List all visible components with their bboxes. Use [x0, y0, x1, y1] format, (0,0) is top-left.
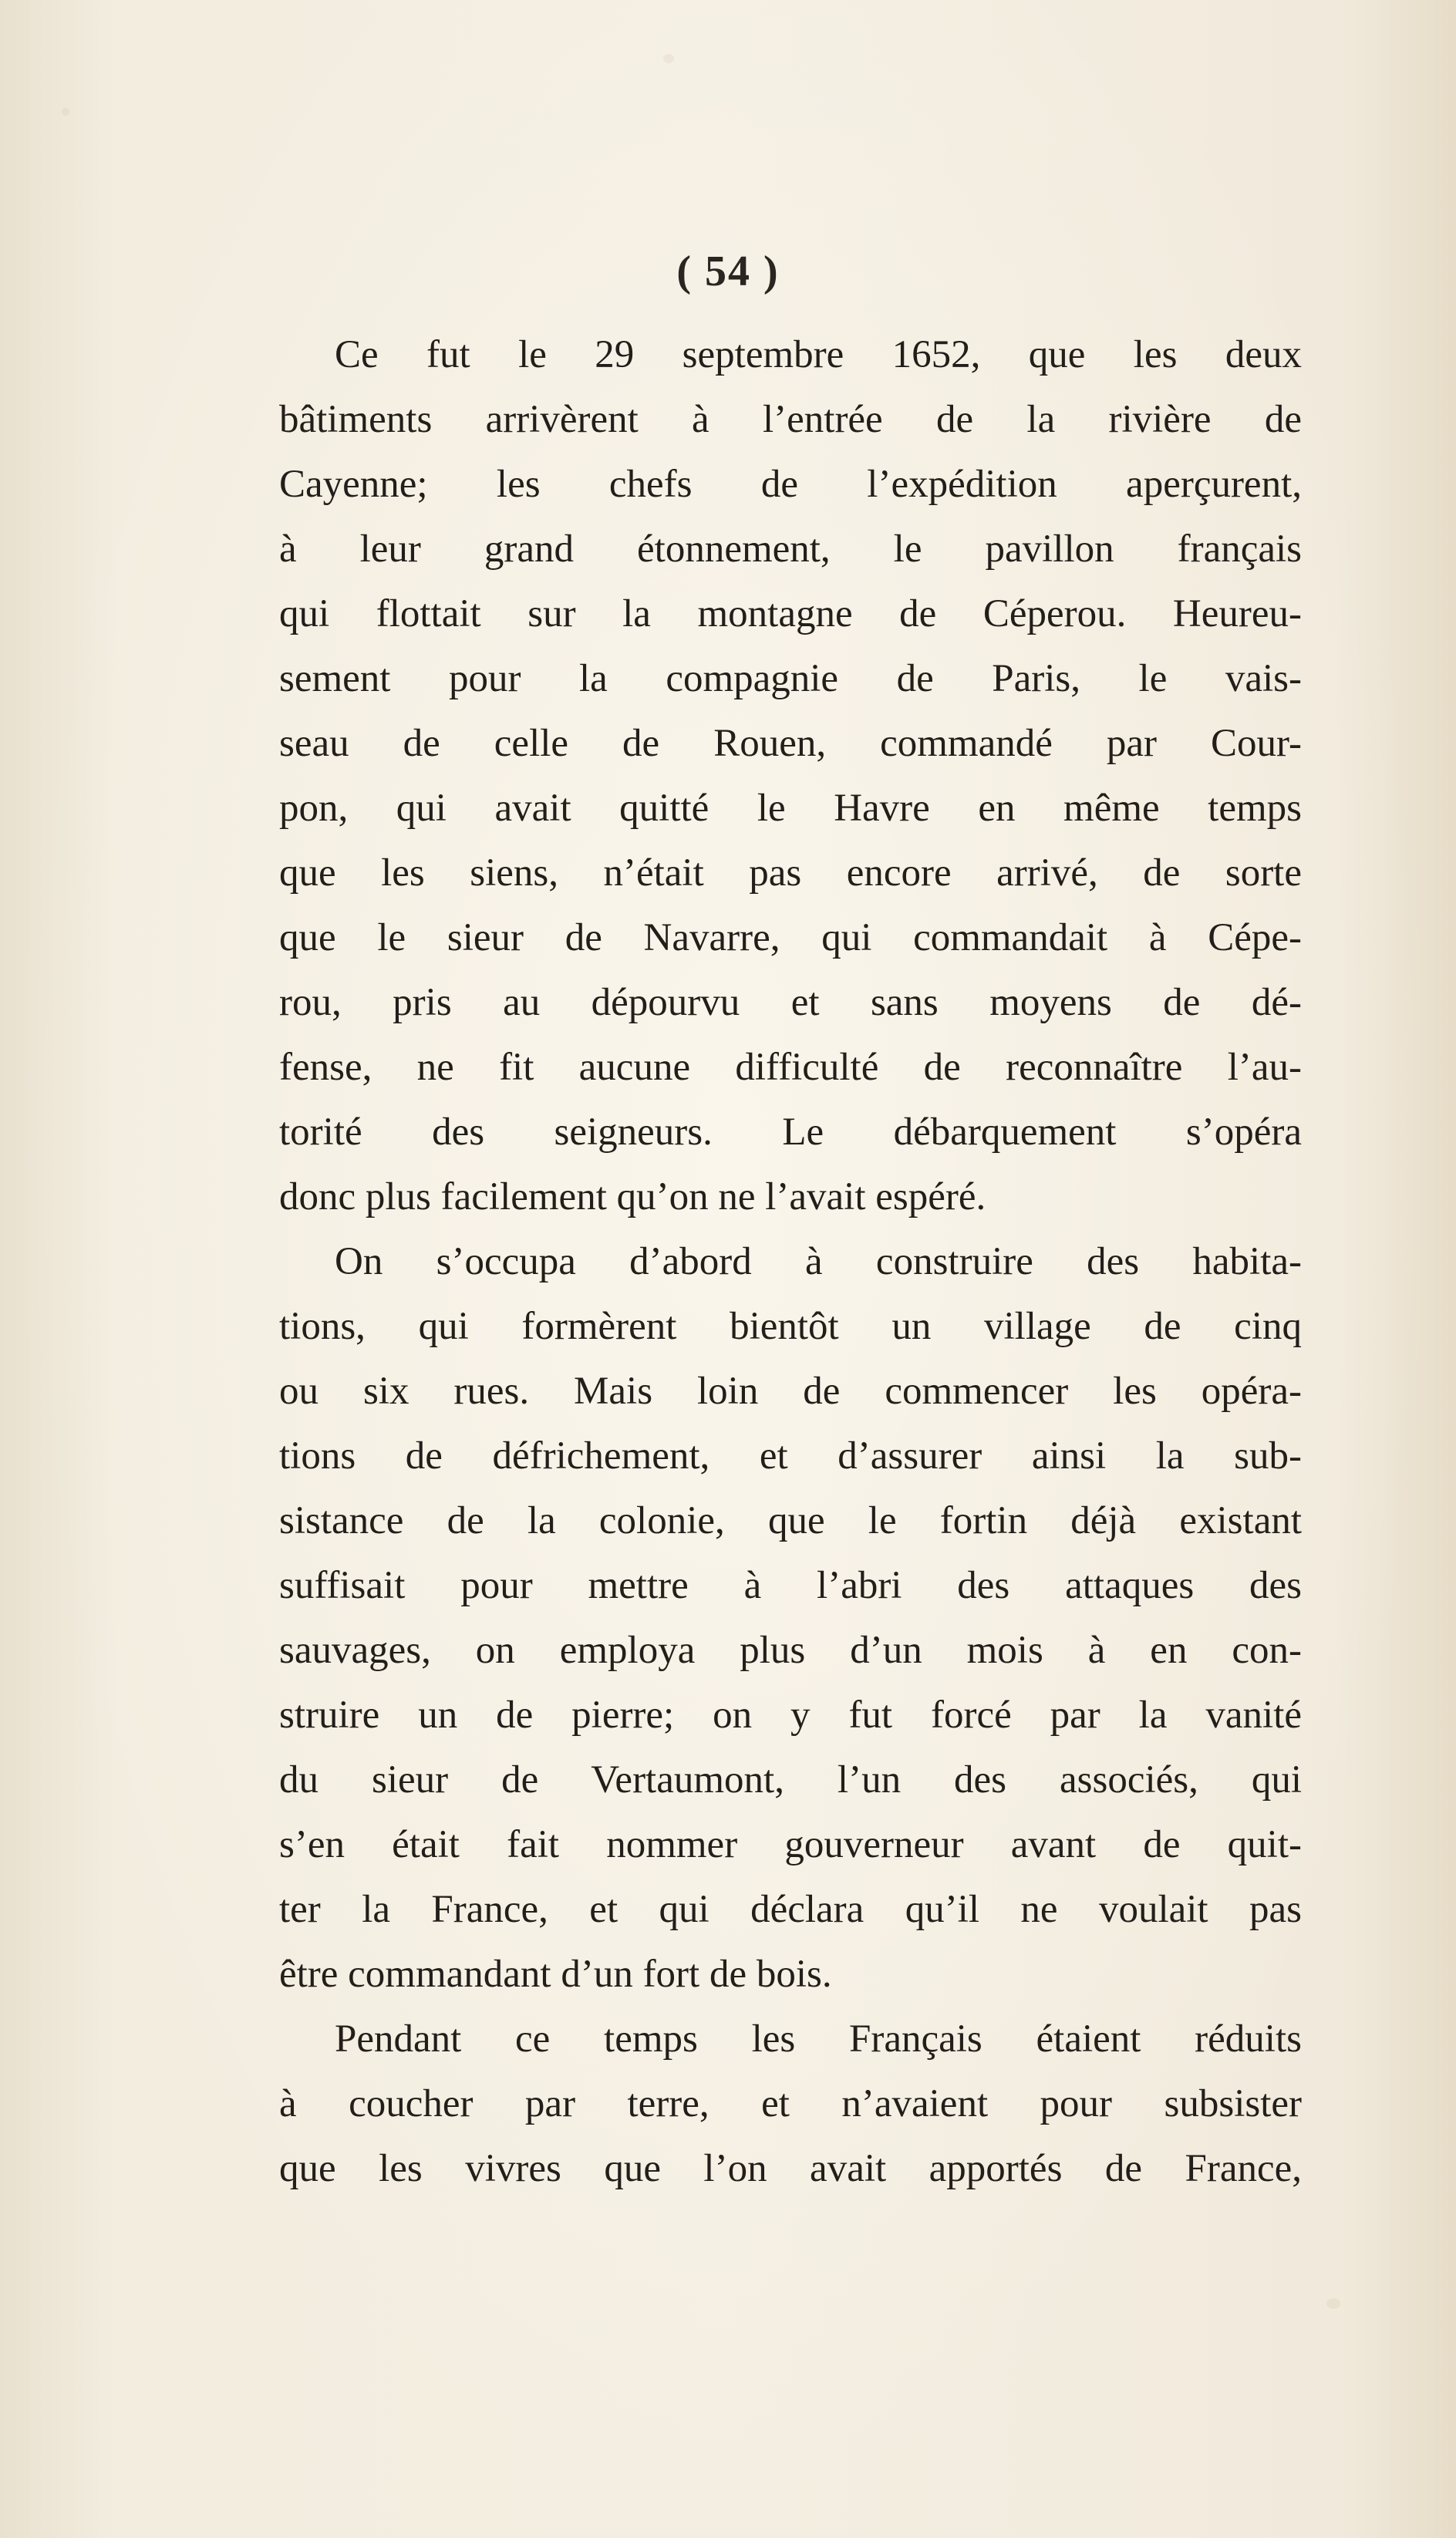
text-line: On s’occupa d’abord à construire des habita-	[335, 1240, 1302, 1283]
text-line: à coucher par terre, et n’avaient pour subsister	[279, 2082, 1302, 2125]
text-line: donc plus facilement qu’on ne l’avait espéré.	[279, 1175, 986, 1218]
text-line: seau de celle de Rouen, commandé par Cour-	[279, 722, 1302, 765]
paper-stain	[1326, 2298, 1340, 2309]
paragraph-1	[279, 322, 1302, 1229]
text-line: bâtiments arrivèrent à l’entrée de la rivière de	[279, 398, 1302, 441]
body-text	[279, 322, 1302, 2201]
text-line: Cayenne; les chefs de l’expédition aperçurent,	[279, 463, 1302, 506]
text-line: être commandant d’un fort de bois.	[279, 1953, 832, 1996]
text-line: que le sieur de Navarre, qui commandait à Cépe-	[279, 916, 1302, 959]
text-line: fense, ne fit aucune difficulté de reconnaître l’au-	[279, 1046, 1302, 1089]
paragraph-3	[279, 2007, 1302, 2201]
paragraph-2	[279, 1229, 1302, 2007]
text-line: du sieur de Vertaumont, l’un des associés, qui	[279, 1758, 1302, 1802]
text-line: struire un de pierre; on y fut forcé par la vanité	[279, 1694, 1302, 1737]
text-line: sistance de la colonie, que le fortin déjà existant	[279, 1499, 1302, 1542]
text-line: ou six rues. Mais loin de commencer les opéra-	[279, 1370, 1302, 1413]
text-line: sauvages, on employa plus d’un mois à en con-	[279, 1629, 1302, 1672]
text-line: Pendant ce temps les Français étaient réduits	[335, 2017, 1302, 2061]
paper-stain	[62, 108, 69, 116]
text-line: que les siens, n’était pas encore arrivé, de sorte	[279, 851, 1302, 895]
text-line: rou, pris au dépourvu et sans moyens de dé-	[279, 981, 1302, 1024]
text-line: qui flottait sur la montagne de Céperou. Heureu-	[279, 592, 1302, 635]
text-line: sement pour la compagnie de Paris, le vais-	[279, 657, 1302, 700]
text-line: suffisait pour mettre à l’abri des attaques des	[279, 1564, 1302, 1607]
text-line: pon, qui avait quitté le Havre en même temps	[279, 787, 1302, 830]
paper-stain	[663, 54, 674, 63]
text-line: s’en était fait nommer gouverneur avant de quit-	[279, 1823, 1302, 1866]
page-number: ( 54 )	[676, 248, 780, 295]
text-line: Ce fut le 29 septembre 1652, que les deux	[335, 333, 1302, 376]
text-line: ter la France, et qui déclara qu’il ne voulait pas	[279, 1888, 1302, 1931]
text-line: à leur grand étonnement, le pavillon français	[279, 527, 1302, 571]
text-line: torité des seigneurs. Le débarquement s’opéra	[279, 1111, 1302, 1154]
text-line: tions, qui formèrent bientôt un village de cinq	[279, 1305, 1302, 1348]
text-line: que les vivres que l’on avait apportés de France,	[279, 2147, 1302, 2190]
text-line: tions de défrichement, et d’assurer ainsi la sub-	[279, 1434, 1302, 1478]
